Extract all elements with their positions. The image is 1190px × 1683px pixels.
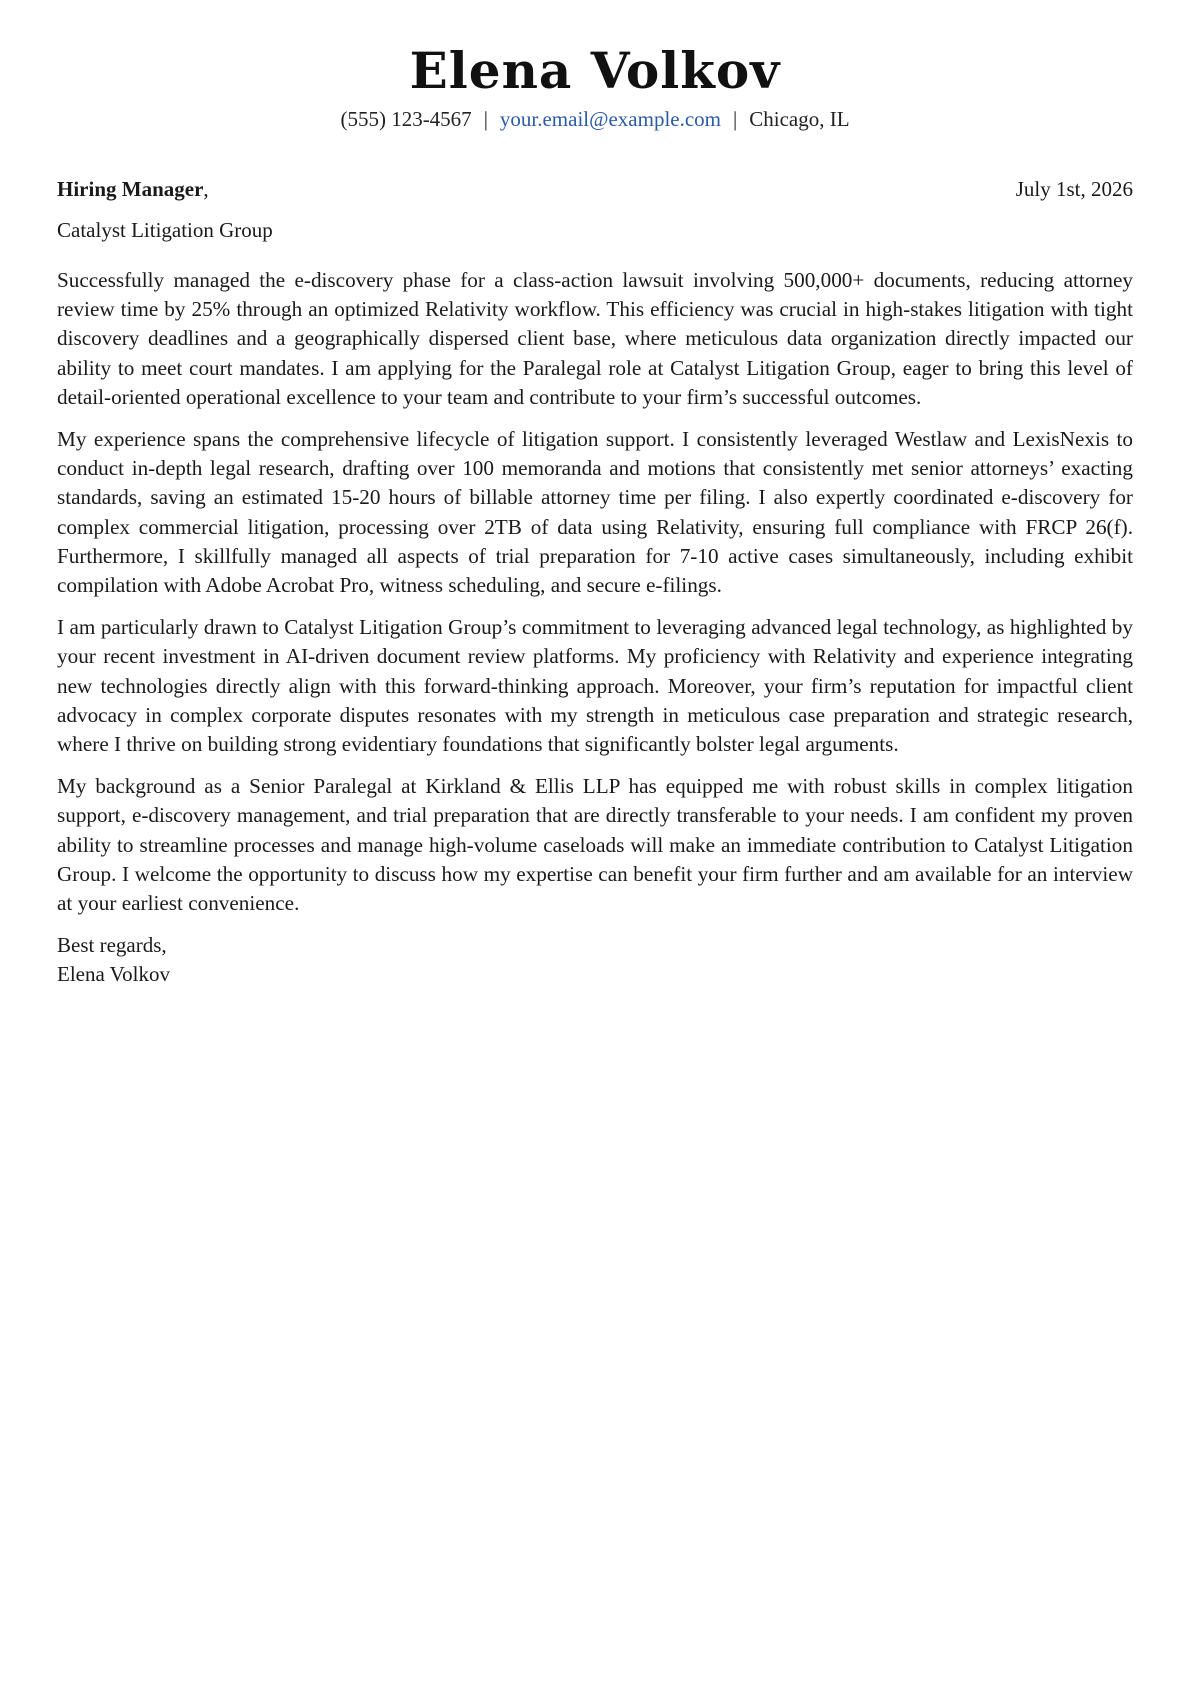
cover-letter-page	[57, 0, 1133, 989]
recipient-row	[57, 175, 1133, 203]
closing-salutation: Best regards,	[57, 933, 167, 958]
contact-separator: |	[733, 107, 738, 131]
body-paragraph: Successfully managed the e-discovery phase for a class-action lawsuit involving 500,000+ documents, reducing attorney review time by 25% through an optimized Relativity workflow. This efficiency was crucial in high-stakes litigation with tight discovery deadlines and a geographically dispersed client base, where meticulous data organization directly impacted our ability to meet court mandates. I am applying for the Paralegal role at Catalyst Litigation Group, eager to bring this level of detail-oriented operational excellence to your team and contribute to your firm’s successful outcomes.	[57, 268, 1133, 409]
recipient-greeting	[57, 175, 209, 203]
body-paragraph: My background as a Senior Paralegal at Kirkland & Ellis LLP has equipped me with robust skills in complex litigation support, e-discovery management, and trial preparation that are directly transferable to your needs. I am confident my proven ability to streamline processes and manage high-volume caseloads will make an immediate contribution to Catalyst Litigation Group. I welcome the opportunity to discuss how my expertise can benefit your firm further and am available for an interview at your earliest convenience.	[57, 774, 1133, 916]
recipient-name-suffix: ,	[203, 177, 209, 201]
letter-closing	[57, 931, 1133, 989]
sender-location: Chicago, IL	[749, 107, 850, 131]
body-paragraph: My experience spans the comprehensive lifecycle of litigation support. I consistently leveraged Westlaw and LexisNexis to conduct in-depth legal research, drafting over 100 memoranda and motions that consistently met senior attorneys’ exacting standards, saving an estimated 15-20 hours of billable attorney time per filing. I also expertly coordinated e-discovery for complex commercial litigation, processing over 2TB of data using Relativity, ensuring full compliance with FRCP 26(f). Furthermore, I skillfully managed all aspects of trial preparation for 7-10 active cases simultaneously, including exhibit compilation with Adobe Acrobat Pro, witness scheduling, and secure e-filings.	[57, 427, 1133, 598]
sender-phone: (555) 123-4567	[340, 107, 472, 131]
letter-header	[57, 0, 1133, 133]
closing-signature: Elena Volkov	[57, 962, 170, 987]
recipient-company: Catalyst Litigation Group	[57, 218, 273, 242]
contact-line	[57, 105, 1133, 133]
sender-email-link[interactable]: your.email@example.com	[499, 107, 722, 131]
letter-date: July 1st, 2026	[1015, 177, 1133, 201]
letter-body	[57, 266, 1133, 918]
contact-separator: |	[483, 107, 488, 131]
body-paragraph: I am particularly drawn to Catalyst Litigation Group’s commitment to leveraging advanced legal technology, as highlighted by your recent investment in AI-driven document review platforms. My proficiency with Relativity and experience integrating new technologies directly align with this forward-thinking approach. Moreover, your firm’s reputation for impactful client advocacy in complex corporate disputes resonates with my strength in meticulous case preparation and strategic research, where I thrive on building strong evidentiary foundations that significantly bolster legal arguments.	[57, 615, 1133, 757]
sender-name: Elena Volkov	[409, 41, 781, 100]
recipient-name: Hiring Manager	[57, 177, 204, 201]
